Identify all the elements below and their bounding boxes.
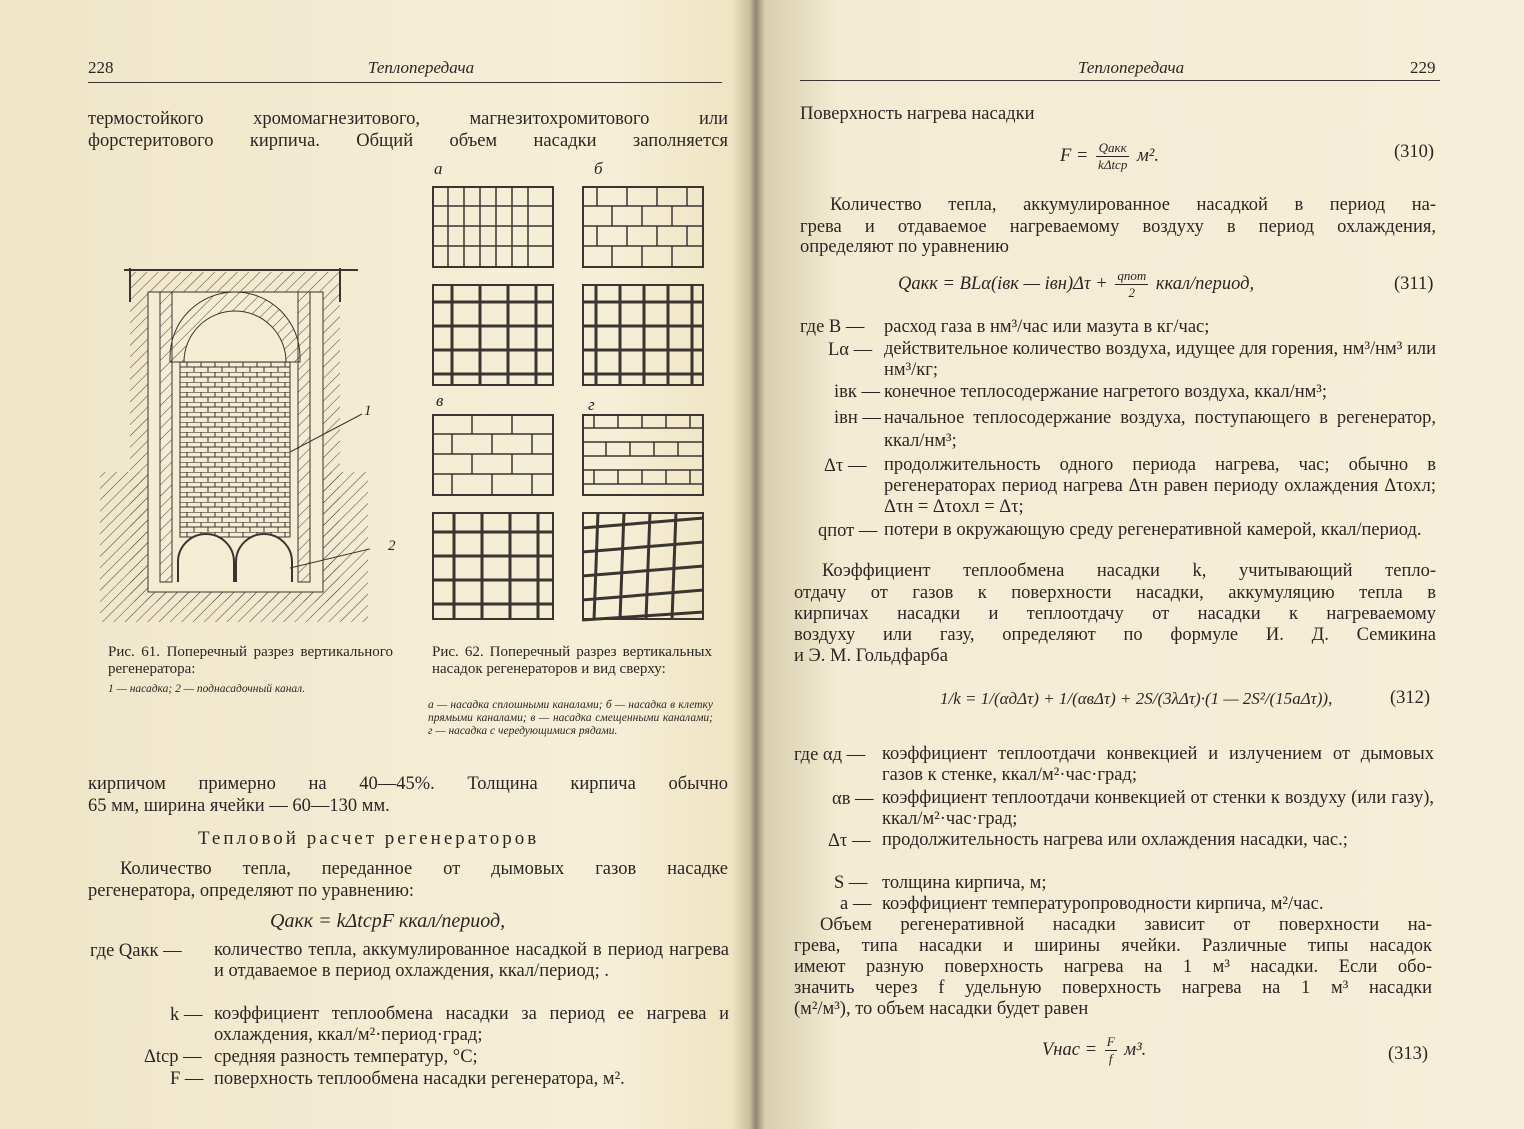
fig62-label-v: в [436, 391, 444, 410]
text-line: значить через f удельную поверхность нагрева на 1 м³ насадки [794, 978, 1432, 998]
def-text: продолжительность нагрева или охлаждения насадки, час.; [882, 830, 1348, 850]
page-number-left: 228 [88, 58, 114, 77]
running-head-right: Теплопередача [1078, 58, 1185, 77]
text-line: отдачу от газов к поверхности насадки, аккумуляцию тепла в [794, 583, 1436, 603]
def-symbol: a — [840, 894, 872, 914]
def-text: коэффициент температуропроводности кирпича, м²/час. [882, 894, 1324, 914]
text-line: кирпичом примерно на 40—45%. Толщина кирпича обычно [88, 774, 728, 794]
text-line: Коэффициент теплообмена насадки k, учитывающий тепло- [822, 561, 1436, 581]
text-line: Количество тепла, переданное от дымовых газов насадке [120, 859, 728, 879]
section-title: Тепловой расчет регенераторов [198, 828, 540, 849]
fig62-label-g: г [588, 395, 595, 414]
eq311-lhs: Qакк = BLα(iвк — iвн)Δτ + [898, 273, 1108, 294]
fig61-legend: 1 — насадка; 2 — поднасадочный канал. [108, 683, 306, 695]
def-text: коэффициент теплоотдачи конвекцией и излучением от дымовых газов к стенке, ккал/м²·час·град; [882, 744, 1434, 785]
eq310-den: kΔtср [1098, 157, 1128, 172]
def-text: коэффициент теплообмена насадки за период ее нагрева и охлаждения, ккал/м²·период·град; [214, 1004, 729, 1045]
page-number-right: 229 [1410, 58, 1436, 77]
def-text: средняя разность температур, °С; [214, 1047, 478, 1067]
text-line: грева, типа насадки и ширины ячейки. Различные типы насадок [794, 936, 1432, 956]
eq313 [1042, 1034, 1146, 1067]
fig61-label-1: 1 [364, 403, 372, 419]
eq313-number: (313) [1388, 1044, 1429, 1064]
checker-g-section [582, 414, 706, 498]
fig62-caption: Рис. 62. Поперечный разрез вертикальных насадок регенераторов и вид сверху: [432, 644, 712, 677]
checker-v-plan [432, 512, 556, 622]
def-symbol: Lα — [828, 340, 873, 360]
eq310-unit: м². [1136, 145, 1159, 166]
text-line: (м²/м³), то объем насадки будет равен [794, 999, 1089, 1019]
eq311-den: 2 [1128, 285, 1136, 300]
eq310-lhs: F = [1060, 145, 1089, 166]
fig62-label-b: б [594, 159, 603, 178]
text-line: Количество тепла, аккумулированное насадкой в период на- [830, 195, 1436, 215]
header-rule-right [800, 80, 1440, 81]
checker-a-plan [432, 284, 556, 388]
eq310 [1060, 140, 1159, 173]
header-rule-left [88, 82, 722, 83]
def-text: продолжительность одного периода нагрева, час; обычно в регенераторах период нагрева Δτн равен периоду охлаждения Δτохл; Δτн = Δτохл = Δτ; [884, 455, 1436, 517]
def-symbol: qпот — [818, 521, 878, 541]
fig62-label-a: а [434, 159, 443, 178]
def-text: расход газа в нм³/час или мазута в кг/час; [884, 317, 1210, 337]
def-symbol: iвн — [834, 408, 881, 428]
eq311-num: qпот [1117, 268, 1147, 283]
def-symbol: Δtср — [144, 1047, 202, 1067]
def-text: потери в окружающую среду регенеративной камерой, ккал/период. [884, 520, 1422, 540]
eq313-lhs: Vнас = [1042, 1039, 1098, 1060]
text-line: кирпичах насадки и теплоотдачу от насадки к нагреваемому [794, 604, 1436, 624]
def-text: поверхность теплообмена насадки регенератора, м². [214, 1069, 625, 1089]
def-text: конечное теплосодержание нагретого воздуха, ккал/нм³; [884, 382, 1327, 402]
text-line: термостойкого хромомагнезитового, магнезитохромитового или [88, 109, 728, 129]
def-symbol: iвк — [834, 382, 880, 402]
right-page [770, 0, 1524, 1129]
text-line: имеют разную поверхность нагрева на 1 м³ насадки. Если обо- [794, 957, 1432, 977]
def-text: начальное теплосодержание воздуха, поступающего в регенератор, ккал/нм³; [884, 408, 1436, 451]
text-line: 65 мм, ширина ячейки — 60—130 мм. [88, 796, 390, 816]
def-symbol: F — [170, 1069, 204, 1089]
def-symbol: где αд — [794, 745, 866, 765]
eq313-num: F [1106, 1034, 1115, 1049]
def-text: действительное количество воздуха, идущее для горения, нм³/нм³ или нм³/кг; [884, 339, 1436, 380]
eq310-number: (310) [1394, 142, 1435, 162]
def-symbol: Δτ — [824, 456, 867, 476]
text-line: воздуху или газу, определяют по формуле И. Д. Семикина [794, 625, 1436, 645]
def-symbol: S — [834, 873, 868, 893]
fig61-caption: Рис. 61. Поперечный разрез вертикального регенератора: [108, 644, 393, 677]
def-text: количество тепла, аккумулированное насадкой в период нагрева и отдаваемое в период охлаждения, ккал/период; . [214, 940, 729, 981]
eq311-fraction [1115, 268, 1148, 301]
text-line: Объем регенеративной насадки зависит от поверхности на- [820, 915, 1432, 935]
def-symbol: k — [170, 1005, 203, 1025]
checker-v-section [432, 414, 556, 498]
eq311-unit: ккал/период, [1155, 273, 1255, 294]
eq312-number: (312) [1390, 688, 1431, 708]
text-line: форстеритового кирпича. Общий объем насадки заполняется [88, 131, 728, 151]
eq313-fraction [1105, 1034, 1117, 1067]
running-head-left: Теплопередача [368, 58, 475, 77]
eq312: 1/k = 1/(αдΔτ) + 1/(αвΔτ) + 2S/(3λΔτ)·(1 — 2S²/(15aΔτ)), [940, 689, 1333, 708]
fig62-legend: а — насадка сплошными каналами; б — насадка в клетку прямыми каналами; в — насадка смещенными каналами; г — насадка с чередующимися рядами. [428, 699, 713, 737]
eq311-number: (311) [1394, 274, 1434, 294]
checker-b-plan [582, 284, 706, 388]
text-line: и Э. М. Гольдфарба [794, 646, 948, 666]
left-page [0, 0, 760, 1129]
def-text: толщина кирпича, м; [882, 873, 1047, 893]
intro-line: Поверхность нагрева насадки [800, 104, 1035, 124]
def-text: коэффициент теплоотдачи конвекцией от стенки к воздуху (или газу), ккал/м²·час·град; [882, 788, 1434, 829]
fig61-label-2: 2 [388, 538, 396, 554]
text-line: определяют по уравнению [800, 237, 1009, 257]
def-symbol: где B — [800, 317, 865, 337]
checker-g-plan [582, 512, 706, 622]
def-symbol: Δτ — [828, 831, 871, 851]
equation-qakk: Qакк = kΔtсрF ккал/период, [270, 910, 506, 932]
eq310-fraction [1096, 140, 1129, 173]
checker-a-section [432, 186, 556, 270]
def-symbol: где Qакк — [90, 941, 182, 961]
eq311 [898, 268, 1254, 301]
eq313-unit: м³. [1124, 1039, 1147, 1060]
regenerator-cross-section-drawing [100, 262, 370, 632]
eq313-den: f [1108, 1051, 1113, 1066]
text-line: регенератора, определяют по уравнению: [88, 881, 415, 901]
text-line: грева и отдаваемое нагреваемому воздуху в период охлаждения, [800, 217, 1436, 237]
checker-b-section [582, 186, 706, 270]
eq310-num: Qакк [1096, 140, 1129, 157]
def-symbol: αв — [832, 789, 874, 809]
